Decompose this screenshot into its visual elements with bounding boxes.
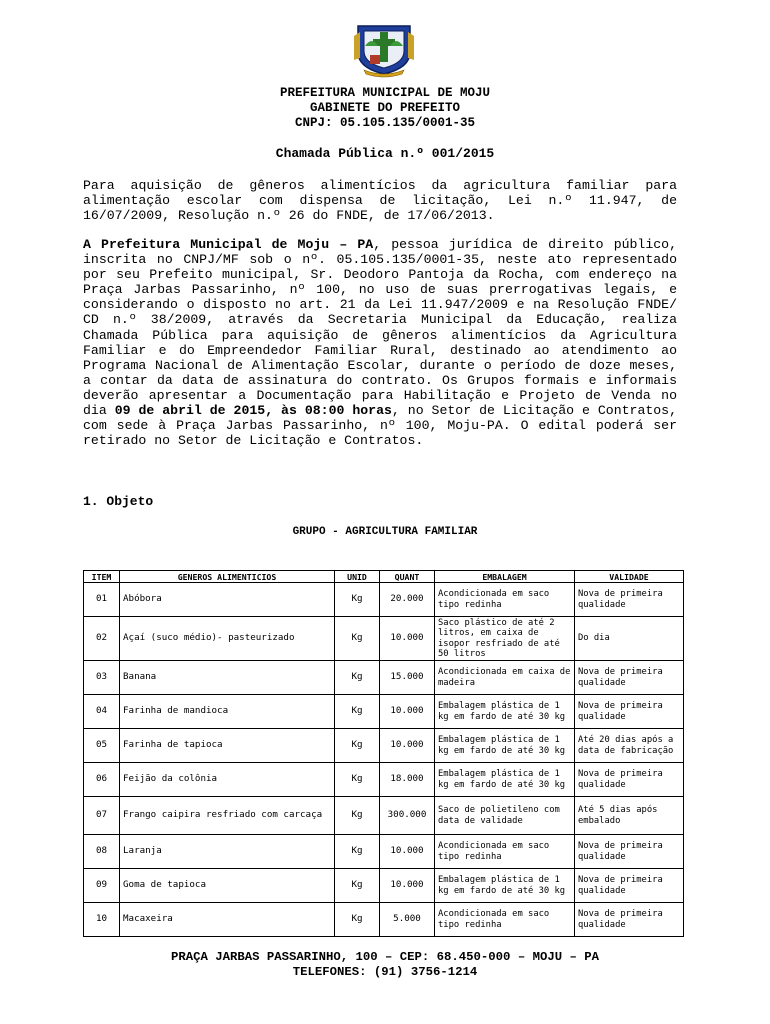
cell-quant: 10.000 xyxy=(380,869,435,903)
cell-item: 03 xyxy=(84,661,120,695)
body-date-bold: 09 de abril de 2015, às 08:00 horas xyxy=(114,403,392,419)
header-office: GABINETE DO PREFEITO xyxy=(309,101,461,115)
cell-embalagem: Acondicionada em saco tipo redinha xyxy=(435,835,575,869)
cell-embalagem: Embalagem plástica de 1 kg em fardo de até 30 kg xyxy=(435,763,575,797)
cell-item: 04 xyxy=(84,695,120,729)
cell-item: 06 xyxy=(84,763,120,797)
cell-item: 10 xyxy=(84,903,120,937)
col-header-quant: QUANT xyxy=(380,571,435,583)
cell-genero: Macaxeira xyxy=(120,903,335,937)
cell-item: 02 xyxy=(84,617,120,661)
cell-validade: Até 20 dias após a data de fabricação xyxy=(575,729,684,763)
body-text-part2: , no Setor de Licitação e Contratos, com sede à Praça Jarbas Passarinho, nº 100, Moju-PA. O edital poderá ser retirado no Setor de Licitação e Contratos. xyxy=(83,403,678,449)
table-row xyxy=(84,903,684,937)
municipal-coat-of-arms-logo xyxy=(352,22,416,78)
cell-genero: Goma de tapioca xyxy=(120,869,335,903)
cell-unid: Kg xyxy=(335,617,380,661)
table-row xyxy=(84,583,684,617)
cell-validade: Nova de primeira qualidade xyxy=(575,695,684,729)
cell-quant: 18.000 xyxy=(380,763,435,797)
cell-item: 01 xyxy=(84,583,120,617)
table-row xyxy=(84,797,684,835)
cell-quant: 300.000 xyxy=(380,797,435,835)
table-row xyxy=(84,763,684,797)
cell-embalagem: Acondicionada em saco tipo redinha xyxy=(435,903,575,937)
col-header-item: ITEM xyxy=(84,571,120,583)
cell-validade: Nova de primeira qualidade xyxy=(575,763,684,797)
table-row xyxy=(84,869,684,903)
footer-phones: TELEFONES: (91) 3756-1214 xyxy=(292,965,478,979)
table-header-row xyxy=(84,571,684,583)
cell-validade: Até 5 dias após embalado xyxy=(575,797,684,835)
cell-quant: 10.000 xyxy=(380,729,435,763)
cell-unid: Kg xyxy=(335,695,380,729)
cell-quant: 20.000 xyxy=(380,583,435,617)
body-lead-bold: A Prefeitura Municipal de Moju – PA xyxy=(83,237,374,252)
table-row xyxy=(84,835,684,869)
cell-item: 07 xyxy=(84,797,120,835)
cell-embalagem: Embalagem plástica de 1 kg em fardo de até 30 kg xyxy=(435,729,575,763)
cell-item: 05 xyxy=(84,729,120,763)
cell-genero: Banana xyxy=(120,661,335,695)
items-table xyxy=(83,570,684,937)
call-title: Chamada Pública n.º 001/2015 xyxy=(275,146,495,161)
col-header-genero: GENEROS ALIMENTICIOS xyxy=(120,571,335,583)
cell-unid: Kg xyxy=(335,835,380,869)
cell-genero: Abóbora xyxy=(120,583,335,617)
cell-genero: Farinha de tapioca xyxy=(120,729,335,763)
group-title: GRUPO - AGRICULTURA FAMILIAR xyxy=(292,526,478,538)
table-row xyxy=(84,661,684,695)
cell-validade: Nova de primeira qualidade xyxy=(575,661,684,695)
table-row xyxy=(84,729,684,763)
cell-embalagem: Embalagem plástica de 1 kg em fardo de até 30 kg xyxy=(435,869,575,903)
cell-quant: 5.000 xyxy=(380,903,435,937)
cell-genero: Farinha de mandioca xyxy=(120,695,335,729)
footer-address: PRAÇA JARBAS PASSARINHO, 100 – CEP: 68.450-000 – MOJU – PA xyxy=(170,950,599,964)
cell-genero: Açaí (suco médio)- pasteurizado xyxy=(120,617,335,661)
cell-embalagem: Acondicionada em caixa de madeira xyxy=(435,661,575,695)
cell-quant: 10.000 xyxy=(380,617,435,661)
cell-embalagem: Embalagem plástica de 1 kg em fardo de até 30 kg xyxy=(435,695,575,729)
cell-genero: Feijão da colônia xyxy=(120,763,335,797)
col-header-validade: VALIDADE xyxy=(575,571,684,583)
table-row xyxy=(84,695,684,729)
body-text-part1: , pessoa jurídica de direito público, inscrita no CNPJ/MF sob o nº. 05.105.135/0001-35, neste ato representado por seu Prefeito municipal, Sr. Deodoro Pantoja da Rocha, com endereço na Praça Jarbas Passarinho, nº 100, no uso de suas prerrogativas legais, e considerando o disposto no art. 21 da Lei 11.947/2009 e na Resolução FNDE/ CD n.º 38/2009, através da Secretaria Municipal da Educação, realiza Chamada Pública para aquisição de gêneros alimentícios da Agricultura Familiar e do Empreendedor Familiar Rural, destinado ao atendimento ao Programa Nacional de Alimentação Escolar, durante o período de doze meses, a contar da data de assinatura do contrato. Os Grupos formais e informais deverão apresentar a Documentação para Habilitação e Projeto de Venda no dia xyxy=(83,237,677,419)
cell-unid: Kg xyxy=(335,797,380,835)
header-municipality: PREFEITURA MUNICIPAL DE MOJU xyxy=(279,86,491,100)
cell-unid: Kg xyxy=(335,903,380,937)
cell-validade: Nova de primeira qualidade xyxy=(575,583,684,617)
intro-paragraph: Para aquisição de gêneros alimentícios da agricultura familiar para alimentação escolar com dispensa de licitação, Lei n.º 11.947, de 16/07/2009, Resolução n.º 26 do FNDE, de 17/06/2013. xyxy=(83,178,677,224)
header-cnpj: CNPJ: 05.105.135/0001-35 xyxy=(294,116,476,130)
cell-genero: Frango caipira resfriado com carcaça xyxy=(120,797,335,835)
col-header-embalagem: EMBALAGEM xyxy=(435,571,575,583)
cell-quant: 15.000 xyxy=(380,661,435,695)
cell-item: 09 xyxy=(84,869,120,903)
cell-unid: Kg xyxy=(335,661,380,695)
cell-genero: Laranja xyxy=(120,835,335,869)
col-header-unid: UNID xyxy=(335,571,380,583)
cell-item: 08 xyxy=(84,835,120,869)
document-footer xyxy=(0,950,770,980)
document-header xyxy=(0,86,770,131)
cell-validade: Do dia xyxy=(575,617,684,661)
cell-validade: Nova de primeira qualidade xyxy=(575,869,684,903)
cell-quant: 10.000 xyxy=(380,695,435,729)
cell-unid: Kg xyxy=(335,869,380,903)
table-row xyxy=(84,617,684,661)
cell-unid: Kg xyxy=(335,583,380,617)
cell-unid: Kg xyxy=(335,763,380,797)
cell-unid: Kg xyxy=(335,729,380,763)
cell-validade: Nova de primeira qualidade xyxy=(575,903,684,937)
cell-validade: Nova de primeira qualidade xyxy=(575,835,684,869)
cell-embalagem: Saco de polietileno com data de validade xyxy=(435,797,575,835)
cell-quant: 10.000 xyxy=(380,835,435,869)
body-paragraph xyxy=(83,237,677,448)
section-title: 1. Objeto xyxy=(83,494,154,509)
cell-embalagem: Saco plástico de até 2 litros, em caixa de isopor resfriado de até 50 litros xyxy=(435,617,575,661)
cell-embalagem: Acondicionada em saco tipo redinha xyxy=(435,583,575,617)
